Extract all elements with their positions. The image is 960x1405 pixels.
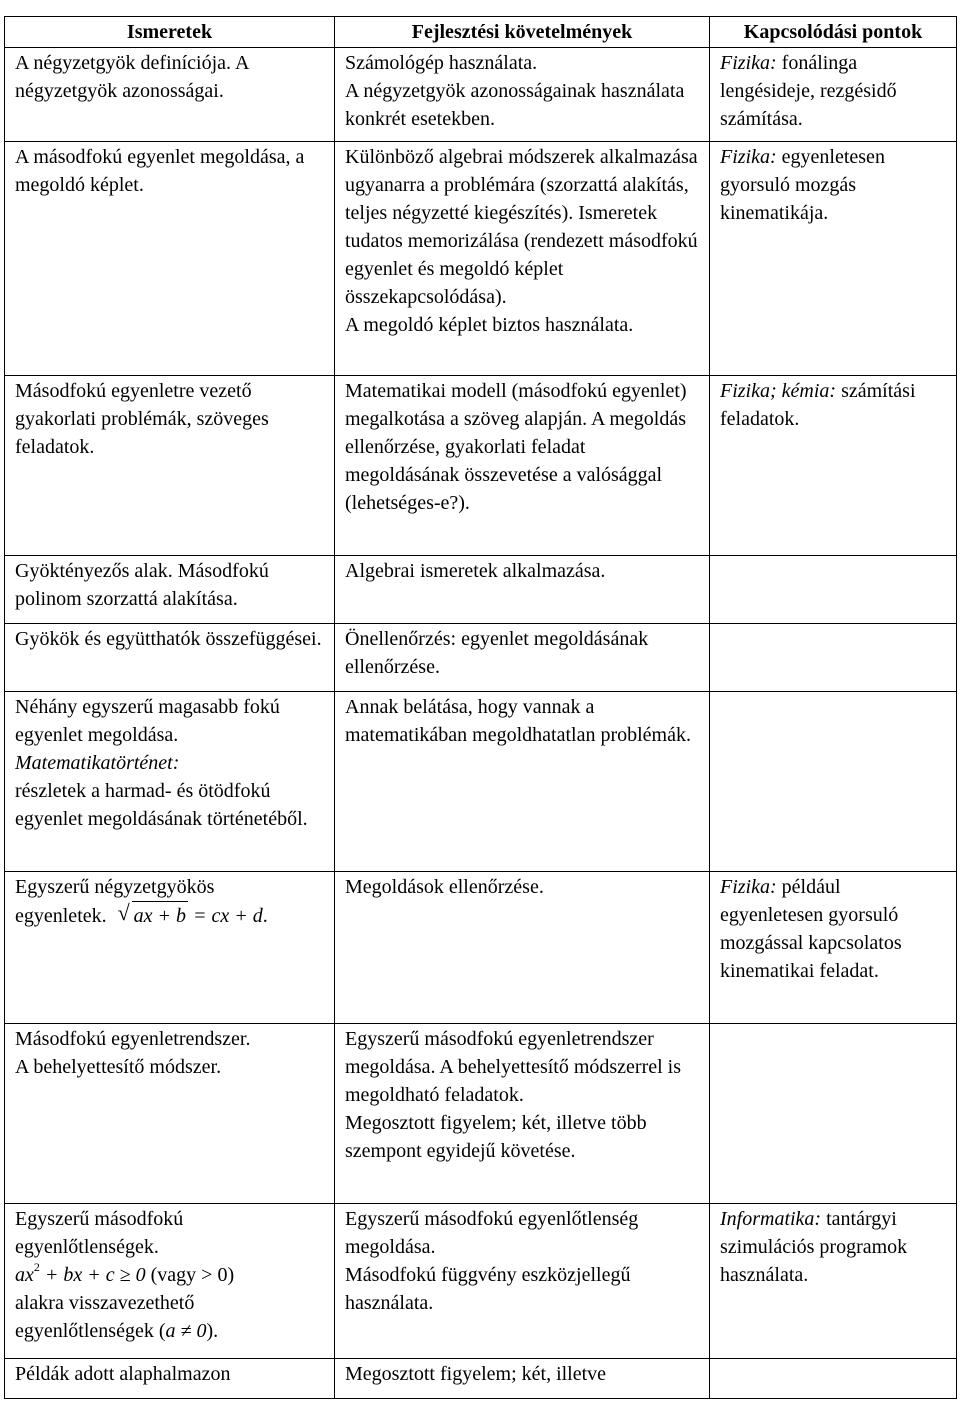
curriculum-table [4,16,957,1399]
cell-text: Gyökök és együtthatók összefüggései. [15,628,322,650]
cell-text: Annak belátása, hogy vannak a matematikában megoldhatatlan problémák. [345,696,691,746]
equation-line [15,901,326,930]
cell-text: egyenletek. [15,905,107,927]
header-fejlesztesi-kovetelmenyek: Fejlesztési követelmények [335,17,710,48]
header-row [5,17,957,48]
cell-text: A négyzetgyök definíciója. A négyzetgyök azonosságai. [15,52,249,102]
inequality-rest: + bx + c ≥ 0 [39,1264,146,1286]
cell-text: Egyszerű négyzetgyökös [15,876,215,898]
table-row [5,142,957,376]
equation-rhs: = cx + d [188,905,263,927]
cell-kovetelmenyek [335,872,710,1024]
cell-ismeretek [5,872,335,1024]
cell-text: Megoldások ellenőrzése. [345,876,544,898]
table-row [5,376,957,556]
cell-kovetelmenyek [335,1204,710,1359]
cell-text: részletek a harmad- és ötödfokú egyenlet megoldásának történetéből. [15,780,308,830]
cell-text: A négyzetgyök azonosságainak használata konkrét esetekben. [345,80,685,130]
cell-ismeretek [5,692,335,872]
cell-kovetelmenyek [335,48,710,142]
cell-text: Megosztott figyelem; két, illetve több szempont egyidejű követése. [345,1112,647,1162]
subject-label: Fizika: [720,146,777,168]
sqrt-expression [118,901,188,930]
cell-kapcsolodas [710,692,957,872]
cell-ismeretek [5,624,335,692]
cell-text: Gyöktényezős alak. Másodfokú polinom szorzattá alakítása. [15,560,269,610]
radicand: ax + b [132,901,188,930]
cell-text: Algebrai ismeretek alkalmazása. [345,560,606,582]
cell-text: A behelyettesítő módszer. [15,1056,222,1078]
cell-text: tantárgyi szimulációs programok használata. [720,1208,908,1286]
cell-text: Másodfokú függvény eszközjellegű használata. [345,1264,631,1314]
table-row [5,1024,957,1204]
cell-ismeretek [5,556,335,624]
header-kapcsolodasi-pontok: Kapcsolódási pontok [710,17,957,48]
cell-ismeretek [5,1359,335,1399]
cell-text: ). [206,1320,219,1342]
table-row [5,872,957,1024]
cell-text: A másodfokú egyenlet megoldása, a megoldó képlet. [15,146,305,196]
exponent: 2 [33,1260,40,1274]
table-row [5,624,957,692]
cell-kapcsolodas [710,142,957,376]
cell-text: számítási feladatok. [720,380,916,430]
cell-text: Egyszerű másodfokú egyenlőtlenség megoldása. [345,1208,639,1258]
cell-text: Példák adott alaphalmazon [15,1363,231,1385]
cell-kapcsolodas [710,556,957,624]
cell-kovetelmenyek [335,624,710,692]
cell-text: fonálinga lengésideje, rezgésidő számítása. [720,52,897,130]
cell-kapcsolodas [710,48,957,142]
cell-text: Egyszerű másodfokú egyenletrendszer megoldása. A behelyettesítő módszerrel is megoldható feladatok. [345,1028,682,1106]
cell-kovetelmenyek [335,376,710,556]
cell-text: Önellenőrzés: egyenlet megoldásának ellenőrzése. [345,628,649,678]
cell-text: Másodfokú egyenletrendszer. [15,1028,251,1050]
subject-label: Fizika; kémia: [720,380,837,402]
subject-label: Fizika: [720,876,777,898]
cell-kapcsolodas [710,1204,957,1359]
cell-ismeretek [5,1204,335,1359]
cell-kapcsolodas [710,872,957,1024]
cell-ismeretek [5,376,335,556]
table-row [5,556,957,624]
radical-sign: √ [117,900,130,925]
table-row [5,48,957,142]
condition: a ≠ 0 [165,1320,207,1342]
table-row [5,1204,957,1359]
subject-label: Informatika: [720,1208,822,1230]
cell-kapcsolodas [710,376,957,556]
equation-end: . [262,905,268,927]
cell-text: Megosztott figyelem; két, illetve [345,1363,607,1385]
cell-kovetelmenyek [335,142,710,376]
cell-kovetelmenyek [335,556,710,624]
cell-kovetelmenyek [335,1359,710,1399]
inequality-line [15,1261,326,1289]
cell-ismeretek [5,1024,335,1204]
cell-kapcsolodas [710,624,957,692]
table-row [5,692,957,872]
cell-text: Néhány egyszerű magasabb fokú egyenlet megoldása. [15,696,280,746]
cell-kovetelmenyek [335,692,710,872]
inequality-term: ax [15,1264,34,1286]
cell-text: Számológép használata. [345,52,538,74]
cell-text: Különböző algebrai módszerek alkalmazása ugyanarra a problémára (szorzattá alakítás, teljes négyzetté kiegészítés). Ismeretek tudatos memorizálása (rendezett másodfokú egyenlet és megoldó képlet összekapcsolódása). [345,146,698,308]
cell-text: Egyszerű másodfokú egyenlőtlenségek. [15,1208,184,1258]
cell-ismeretek [5,48,335,142]
cell-text: alakra visszavezethető egyenlőtlenségek ( [15,1292,195,1342]
cell-ismeretek [5,142,335,376]
cell-kovetelmenyek [335,1024,710,1204]
cell-text: egyenletesen gyorsuló mozgás kinematikája. [720,146,885,224]
subject-label: Fizika: [720,52,777,74]
header-ismeretek: Ismeretek [5,17,335,48]
cell-text: A megoldó képlet biztos használata. [345,314,634,336]
cell-kapcsolodas [710,1024,957,1204]
cell-text: például egyenletesen gyorsuló mozgással kapcsolatos kinematikai feladat. [720,876,902,982]
cell-kapcsolodas [710,1359,957,1399]
history-label: Matematikatörténet: [15,752,180,774]
cell-text: Másodfokú egyenletre vezető gyakorlati problémák, szöveges feladatok. [15,380,269,458]
cell-text: Matematikai modell (másodfokú egyenlet) megalkotása a szöveg alapján. A megoldás ellenőrzése, gyakorlati feladat megoldásának összevetése a valósággal (lehetséges-e?). [345,380,687,514]
inequality-alt: (vagy > 0) [145,1264,235,1286]
table-row [5,1359,957,1399]
